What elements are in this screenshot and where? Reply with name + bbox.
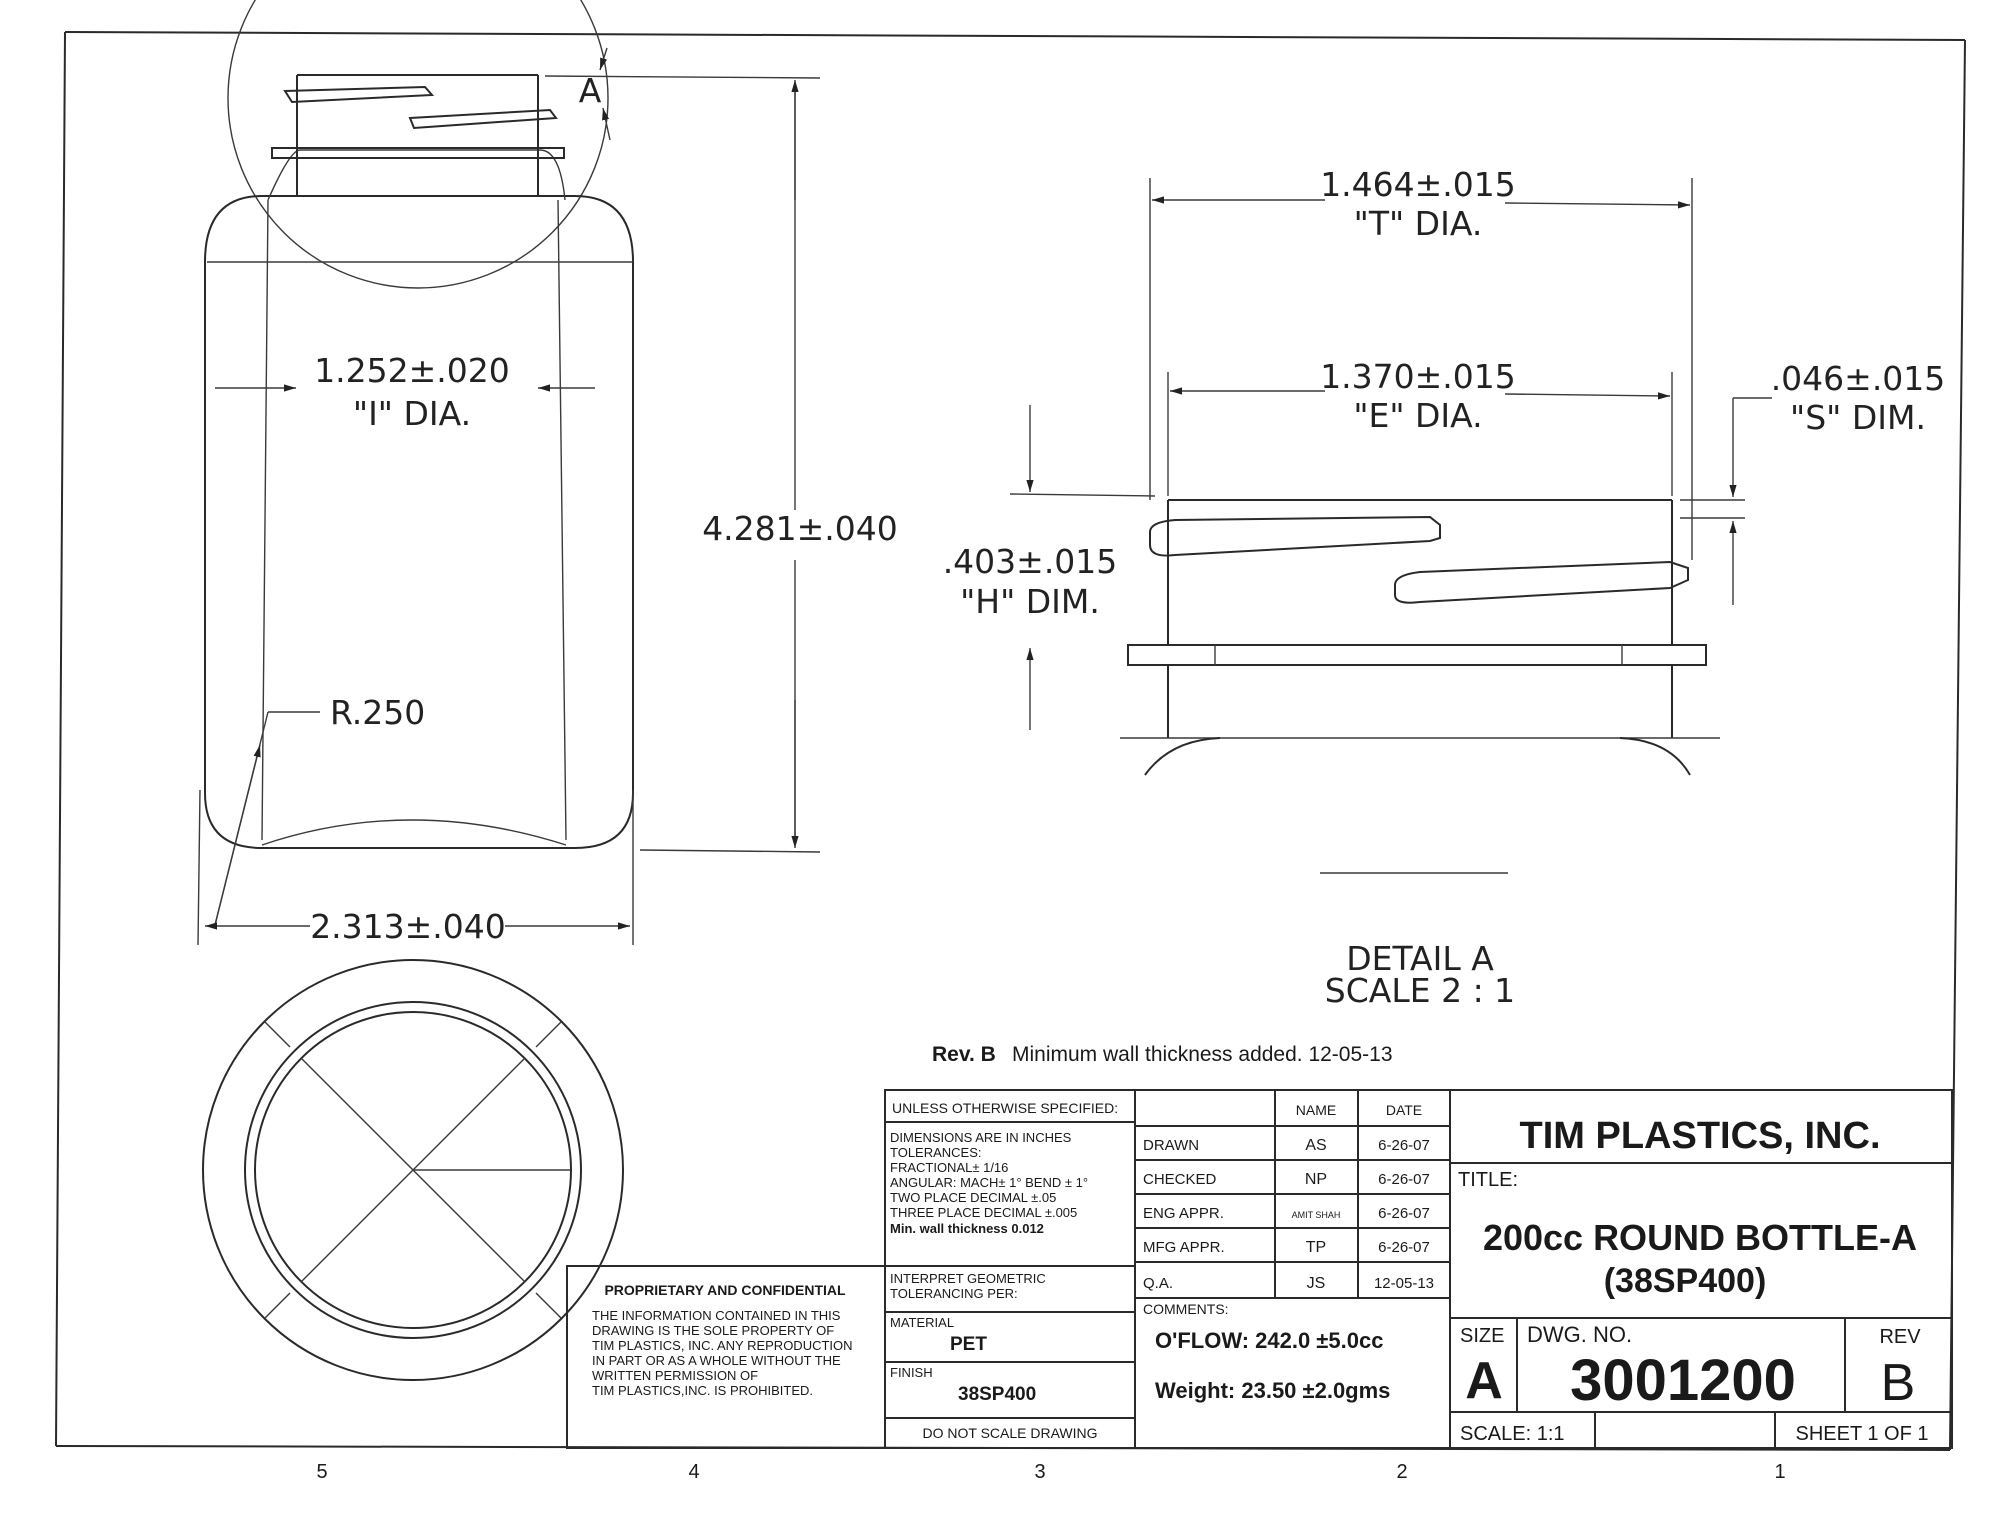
approval-role: MFG APPR. (1143, 1239, 1225, 1256)
svg-text:MATERIAL: MATERIAL (890, 1315, 955, 1330)
svg-text:COMMENTS:: COMMENTS: (1143, 1301, 1229, 1317)
svg-text:ANGULAR: MACH± 1° BEND ± 1°: ANGULAR: MACH± 1° BEND ± 1° (890, 1175, 1089, 1190)
svg-text:IN PART OR AS A WHOLE WITHOUT: IN PART OR AS A WHOLE WITHOUT THE (592, 1353, 841, 1368)
svg-text:Rev. B: Rev. B (932, 1043, 996, 1066)
bottle-side-view (198, 0, 898, 946)
zone-number: 4 (688, 1461, 700, 1483)
dim-e-dia-label: "E" DIA. (1353, 396, 1483, 435)
detail-marker: A (578, 71, 602, 110)
no-scale-note: DO NOT SCALE DRAWING (922, 1425, 1098, 1441)
zone-number: 3 (1034, 1461, 1046, 1483)
approval-date: 6-26-07 (1378, 1171, 1430, 1188)
svg-text:DWG. NO.: DWG. NO. (1527, 1322, 1633, 1347)
detail-title: DETAIL A (1346, 939, 1494, 978)
weight-spec: Weight: 23.50 ±2.0gms (1155, 1378, 1391, 1403)
svg-text:DIMENSIONS ARE IN INCHES: DIMENSIONS ARE IN INCHES (890, 1130, 1072, 1145)
approval-name: JS (1306, 1275, 1326, 1292)
approval-name: AMIT SHAH (1291, 1210, 1341, 1220)
svg-text:Min. wall thickness 0.012: Min. wall thickness 0.012 (890, 1221, 1044, 1236)
svg-text:TWO PLACE DECIMAL ±.05: TWO PLACE DECIMAL ±.05 (890, 1190, 1057, 1205)
dim-e-dia-value: 1.370±.015 (1320, 357, 1516, 396)
zone-number: 5 (316, 1461, 328, 1483)
proprietary-text (592, 1308, 853, 1398)
approval-name: NP (1304, 1171, 1328, 1188)
svg-text:TOLERANCES:: TOLERANCES: (890, 1145, 982, 1160)
sheet-label: SHEET 1 OF 1 (1795, 1423, 1929, 1445)
svg-text:THREE PLACE DECIMAL ±.005: THREE PLACE DECIMAL ±.005 (890, 1205, 1078, 1220)
dim-t-dia-value: 1.464±.015 (1320, 165, 1516, 204)
detail-a-view (943, 165, 1946, 1010)
dim-overall-width: 2.313±.040 (310, 907, 506, 946)
revision-letter: B (1880, 1354, 1916, 1412)
detail-circle (228, 0, 608, 288)
svg-text:FRACTIONAL± 1/16: FRACTIONAL± 1/16 (890, 1160, 1009, 1175)
svg-text:THE INFORMATION CONTAINED IN T: THE INFORMATION CONTAINED IN THIS (592, 1308, 841, 1323)
dim-s-label: "S" DIM. (1790, 398, 1926, 437)
svg-text:Minimum wall thickness added.: Minimum wall thickness added. 12-05-13 (1012, 1043, 1393, 1066)
approval-name: AS (1305, 1137, 1327, 1154)
approval-role: ENG APPR. (1143, 1205, 1224, 1222)
revision-note (932, 1043, 1393, 1066)
approval-role: Q.A. (1143, 1275, 1174, 1292)
company-name: TIM PLASTICS, INC. (1519, 1115, 1881, 1157)
tolerance-header: UNLESS OTHERWISE SPECIFIED: (892, 1100, 1119, 1116)
approval-role: CHECKED (1143, 1171, 1217, 1188)
approval-date: 6-26-07 (1378, 1137, 1430, 1154)
dim-radius: R.250 (330, 693, 426, 732)
material-value: PET (950, 1334, 987, 1355)
zone-markers (316, 1461, 1785, 1483)
overflow-capacity: O'FLOW: 242.0 ±5.0cc (1155, 1328, 1384, 1353)
drawing-title: 200cc ROUND BOTTLE-A (1482, 1217, 1918, 1258)
svg-text:NAME: NAME (1295, 1102, 1337, 1118)
approval-date: 6-26-07 (1378, 1205, 1430, 1222)
approval-role: DRAWN (1143, 1137, 1200, 1154)
svg-text:FINISH: FINISH (890, 1365, 933, 1380)
zone-number: 1 (1774, 1461, 1786, 1483)
proprietary-heading: PROPRIETARY AND CONFIDENTIAL (604, 1282, 846, 1298)
detail-scale: SCALE 2 : 1 (1324, 971, 1516, 1010)
dim-s-value: .046±.015 (1770, 359, 1946, 398)
svg-text:DRAWING IS THE SOLE PROPERTY O: DRAWING IS THE SOLE PROPERTY OF (592, 1323, 835, 1338)
dim-inner-dia-label: "I" DIA. (352, 394, 472, 433)
drawing-subtitle: (38SP400) (1603, 1262, 1767, 1300)
svg-text:TIM PLASTICS, INC. ANY REPROD: TIM PLASTICS, INC. ANY REPRODUCTION (592, 1338, 853, 1353)
approval-date: 12-05-13 (1373, 1275, 1435, 1292)
finish-value: 38SP400 (958, 1384, 1037, 1405)
svg-text:TIM PLASTICS,INC. IS PROHIBITE: TIM PLASTICS,INC. IS PROHIBITED. (592, 1383, 814, 1398)
dim-overall-height: 4.281±.040 (702, 509, 898, 548)
sheet-size: A (1465, 1352, 1503, 1410)
zone-number: 2 (1396, 1461, 1408, 1483)
svg-text:INTERPRET GEOMETRIC: INTERPRET GEOMETRIC (890, 1271, 1046, 1286)
svg-text:TOLERANCING PER:: TOLERANCING PER: (890, 1286, 1018, 1301)
svg-text:SIZE: SIZE (1460, 1325, 1505, 1347)
tolerance-lines (890, 1130, 1088, 1236)
scale-label: SCALE: 1:1 (1460, 1423, 1565, 1445)
bottle-bottom-view (203, 960, 623, 1380)
svg-text:DATE: DATE (1385, 1102, 1423, 1118)
dim-h-label: "H" DIM. (960, 582, 1100, 621)
svg-text:TITLE:: TITLE: (1458, 1169, 1519, 1191)
dim-inner-dia-value: 1.252±.020 (314, 351, 510, 390)
svg-text:REV: REV (1879, 1326, 1921, 1348)
title-block (567, 1090, 1952, 1448)
approval-name: TP (1305, 1239, 1327, 1256)
dim-h-value: .403±.015 (942, 542, 1118, 581)
dim-t-dia-label: "T" DIA. (1353, 204, 1483, 243)
approval-date: 6-26-07 (1378, 1239, 1430, 1256)
drawing-number: 3001200 (1570, 1348, 1796, 1413)
svg-text:WRITTEN PERMISSION OF: WRITTEN PERMISSION OF (592, 1368, 759, 1383)
